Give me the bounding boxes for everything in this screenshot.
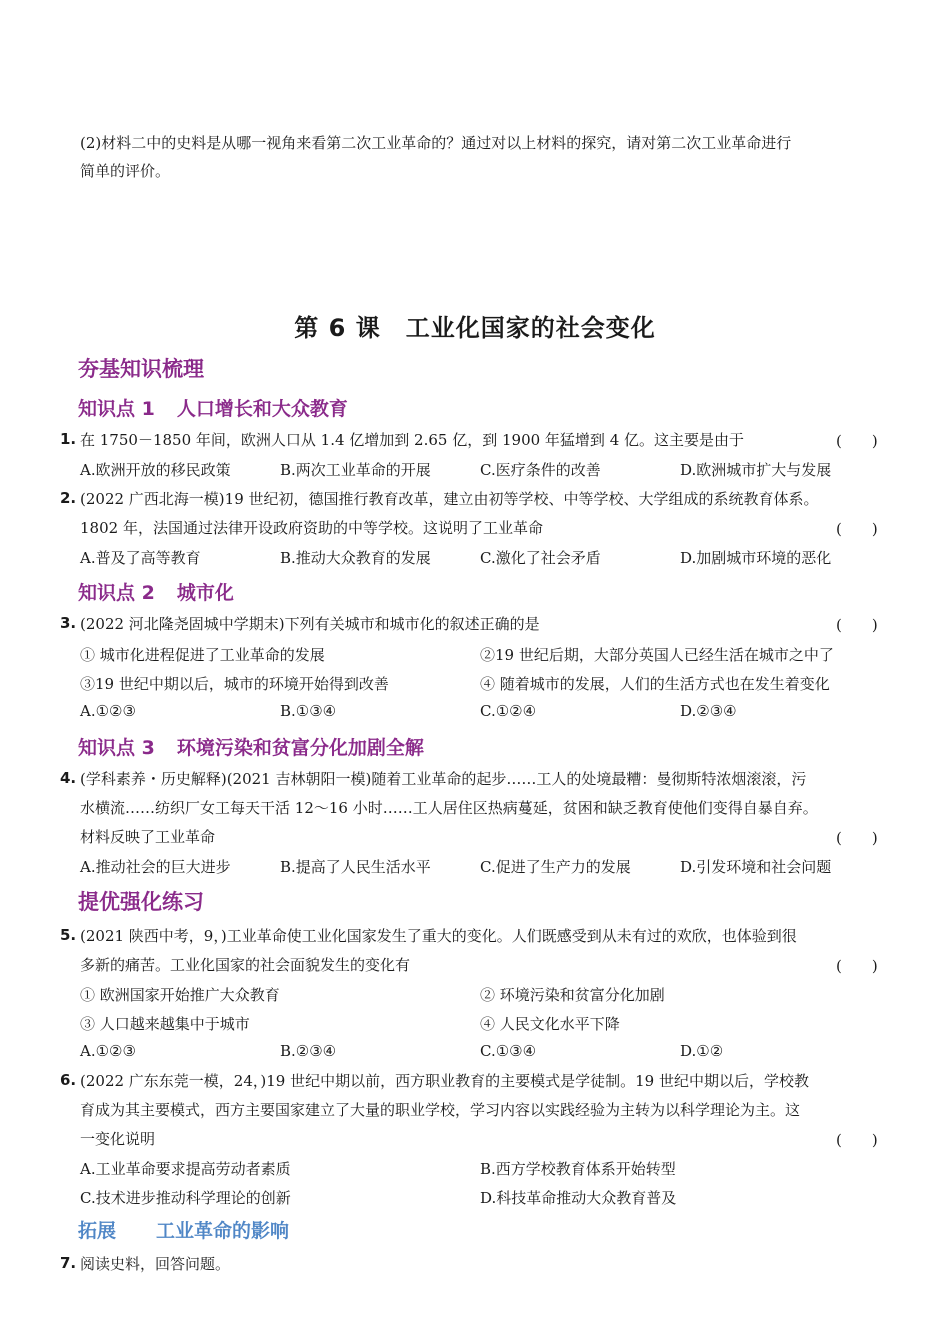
kp2-label: 知识点 2: [78, 582, 155, 604]
question-6-stem-line-1: (2022 广东东莞一模，24，)19 世纪中期以前，西方职业教育的主要模式是学徒制。19 世纪中期以后，学校教: [80, 1072, 809, 1090]
question-1-answer-blank: ( ): [836, 432, 878, 450]
question-1-stem: 在 1750－1850 年间，欧洲人口从 1.4 亿增加到 2.65 亿，到 1900 年猛增到 4 亿。这主要是由于: [80, 431, 745, 449]
question-3-answer-blank: ( ): [836, 616, 878, 634]
extend-heading: [78, 1216, 289, 1243]
question-7-stem: 阅读史料，回答问题。: [80, 1255, 231, 1273]
question-5-option-b: B.②③④: [280, 1042, 337, 1060]
question-5-number: 5.: [60, 926, 77, 944]
question-3-statement-4: ④ 随着城市的发展，人们的生活方式也在发生着变化: [480, 675, 830, 693]
knowledge-point-3-heading: [78, 733, 424, 760]
question-2-option-b: B.推动大众教育的发展: [280, 549, 431, 567]
question-3-statement-3: ③19 世纪中期以后，城市的环境开始得到改善: [80, 675, 389, 693]
question-5-statement-4: ④ 人民文化水平下降: [480, 1015, 620, 1033]
question-6-stem-line-3: 一变化说明: [80, 1130, 156, 1148]
question-4-option-d: D.引发环境和社会问题: [680, 858, 832, 876]
section-improve-heading: 提优强化练习: [78, 890, 204, 914]
kp1-label: 知识点 1: [78, 398, 155, 420]
question-4-stem-line-2: 水横流……纺织厂女工每天干活 12～16 小时……工人居住区热病蔓延，贫困和缺乏教育使他们变得自暴自弃。: [80, 799, 818, 817]
question-3-statement-2: ②19 世纪后期，大部分英国人已经生活在城市之中了: [480, 646, 834, 664]
question-3-option-c: C.①②④: [480, 702, 537, 720]
question-7-number: 7.: [60, 1254, 77, 1272]
question-2-option-c: C.激化了社会矛盾: [480, 549, 601, 567]
knowledge-point-2-heading: [78, 578, 234, 605]
question-3-number: 3.: [60, 614, 77, 632]
kp1-title: 人口增长和大众教育: [176, 398, 348, 420]
question-6-answer-blank: ( ): [836, 1131, 878, 1149]
question-6-stem-line-2: 育成为其主要模式，西方主要国家建立了大量的职业学校，学习内容以实践经验为主转为以科学理论为主。这: [80, 1101, 801, 1119]
question-6-option-d: D.科技革命推动大众教育普及: [480, 1189, 677, 1207]
question-4-answer-blank: ( ): [836, 829, 878, 847]
question-4-option-a: A.推动社会的巨大进步: [80, 858, 231, 876]
question-3-option-d: D.②③④: [680, 702, 737, 720]
kp3-label: 知识点 3: [78, 737, 155, 759]
question-1-number: 1.: [60, 430, 77, 448]
question-5-statement-2: ② 环境污染和贫富分化加剧: [480, 986, 665, 1004]
question-1-option-c: C.医疗条件的改善: [480, 461, 601, 479]
question-6-option-a: A.工业革命要求提高劳动者素质: [80, 1160, 291, 1178]
question-6-number: 6.: [60, 1071, 77, 1089]
question-1-option-b: B.两次工业革命的开展: [280, 461, 431, 479]
question-2-stem-line-2: 1802 年，法国通过法律开设政府资助的中等学校。这说明了工业革命: [80, 519, 543, 537]
extend-title: 工业革命的影响: [156, 1220, 290, 1242]
question-5-stem-line-1: (2021 陕西中考，9，)工业革命使工业化国家发生了重大的变化。人们既感受到从未有过的欢欣，也体验到很: [80, 927, 797, 945]
question-3-stem: (2022 河北隆尧固城中学期末)下列有关城市和城市化的叙述正确的是: [80, 615, 540, 633]
question-5-option-a: A.①②③: [80, 1042, 136, 1060]
question-2-number: 2.: [60, 489, 77, 507]
question-3-option-b: B.①③④: [280, 702, 337, 720]
intro-line-1: (2)材料二中的史料是从哪一视角来看第二次工业革命的？通过对以上材料的探究，请对第二次工业革命进行: [80, 134, 792, 152]
question-2-stem-line-1: (2022 广西北海一模)19 世纪初，德国推行教育改革，建立由初等学校、中等学校、大学组成的系统教育体系。: [80, 490, 819, 508]
question-3-option-a: A.①②③: [80, 702, 136, 720]
question-5-option-d: D.①②: [680, 1042, 724, 1060]
knowledge-point-1-heading: [78, 394, 348, 421]
question-4-stem-line-1: (学科素养・历史解释)(2021 吉林朝阳一模)随着工业革命的起步……工人的处境最糟：曼彻斯特浓烟滚滚，污: [80, 770, 807, 788]
question-5-statement-1: ① 欧洲国家开始推广大众教育: [80, 986, 280, 1004]
extend-label: 拓展: [78, 1220, 117, 1242]
question-5-answer-blank: ( ): [836, 957, 878, 975]
question-1-option-a: A.欧洲开放的移民政策: [80, 461, 231, 479]
kp3-title: 环境污染和贫富分化加剧全解: [176, 737, 424, 759]
question-4-number: 4.: [60, 769, 77, 787]
question-4-option-b: B.提高了人民生活水平: [280, 858, 431, 876]
question-2-option-d: D.加剧城市环境的恶化: [680, 549, 832, 567]
question-6-option-b: B.西方学校教育体系开始转型: [480, 1160, 676, 1178]
question-2-option-a: A.普及了高等教育: [80, 549, 201, 567]
question-5-stem-line-2: 多新的痛苦。工业化国家的社会面貌发生的变化有: [80, 956, 411, 974]
question-6-option-c: C.技术进步推动科学理论的创新: [80, 1189, 291, 1207]
question-1-option-d: D.欧洲城市扩大与发展: [680, 461, 832, 479]
question-4-stem-line-3: 材料反映了工业革命: [80, 828, 216, 846]
question-4-option-c: C.促进了生产力的发展: [480, 858, 631, 876]
question-5-option-c: C.①③④: [480, 1042, 537, 1060]
question-2-answer-blank: ( ): [836, 520, 878, 538]
question-5-statement-3: ③ 人口越来越集中于城市: [80, 1015, 250, 1033]
kp2-title: 城市化: [176, 582, 234, 604]
lesson-title: 第 6 课 工业化国家的社会变化: [294, 314, 656, 342]
section-basic-heading: 夯基知识梳理: [78, 357, 204, 381]
question-3-statement-1: ① 城市化进程促进了工业革命的发展: [80, 646, 325, 664]
intro-line-2: 简单的评价。: [80, 162, 171, 180]
